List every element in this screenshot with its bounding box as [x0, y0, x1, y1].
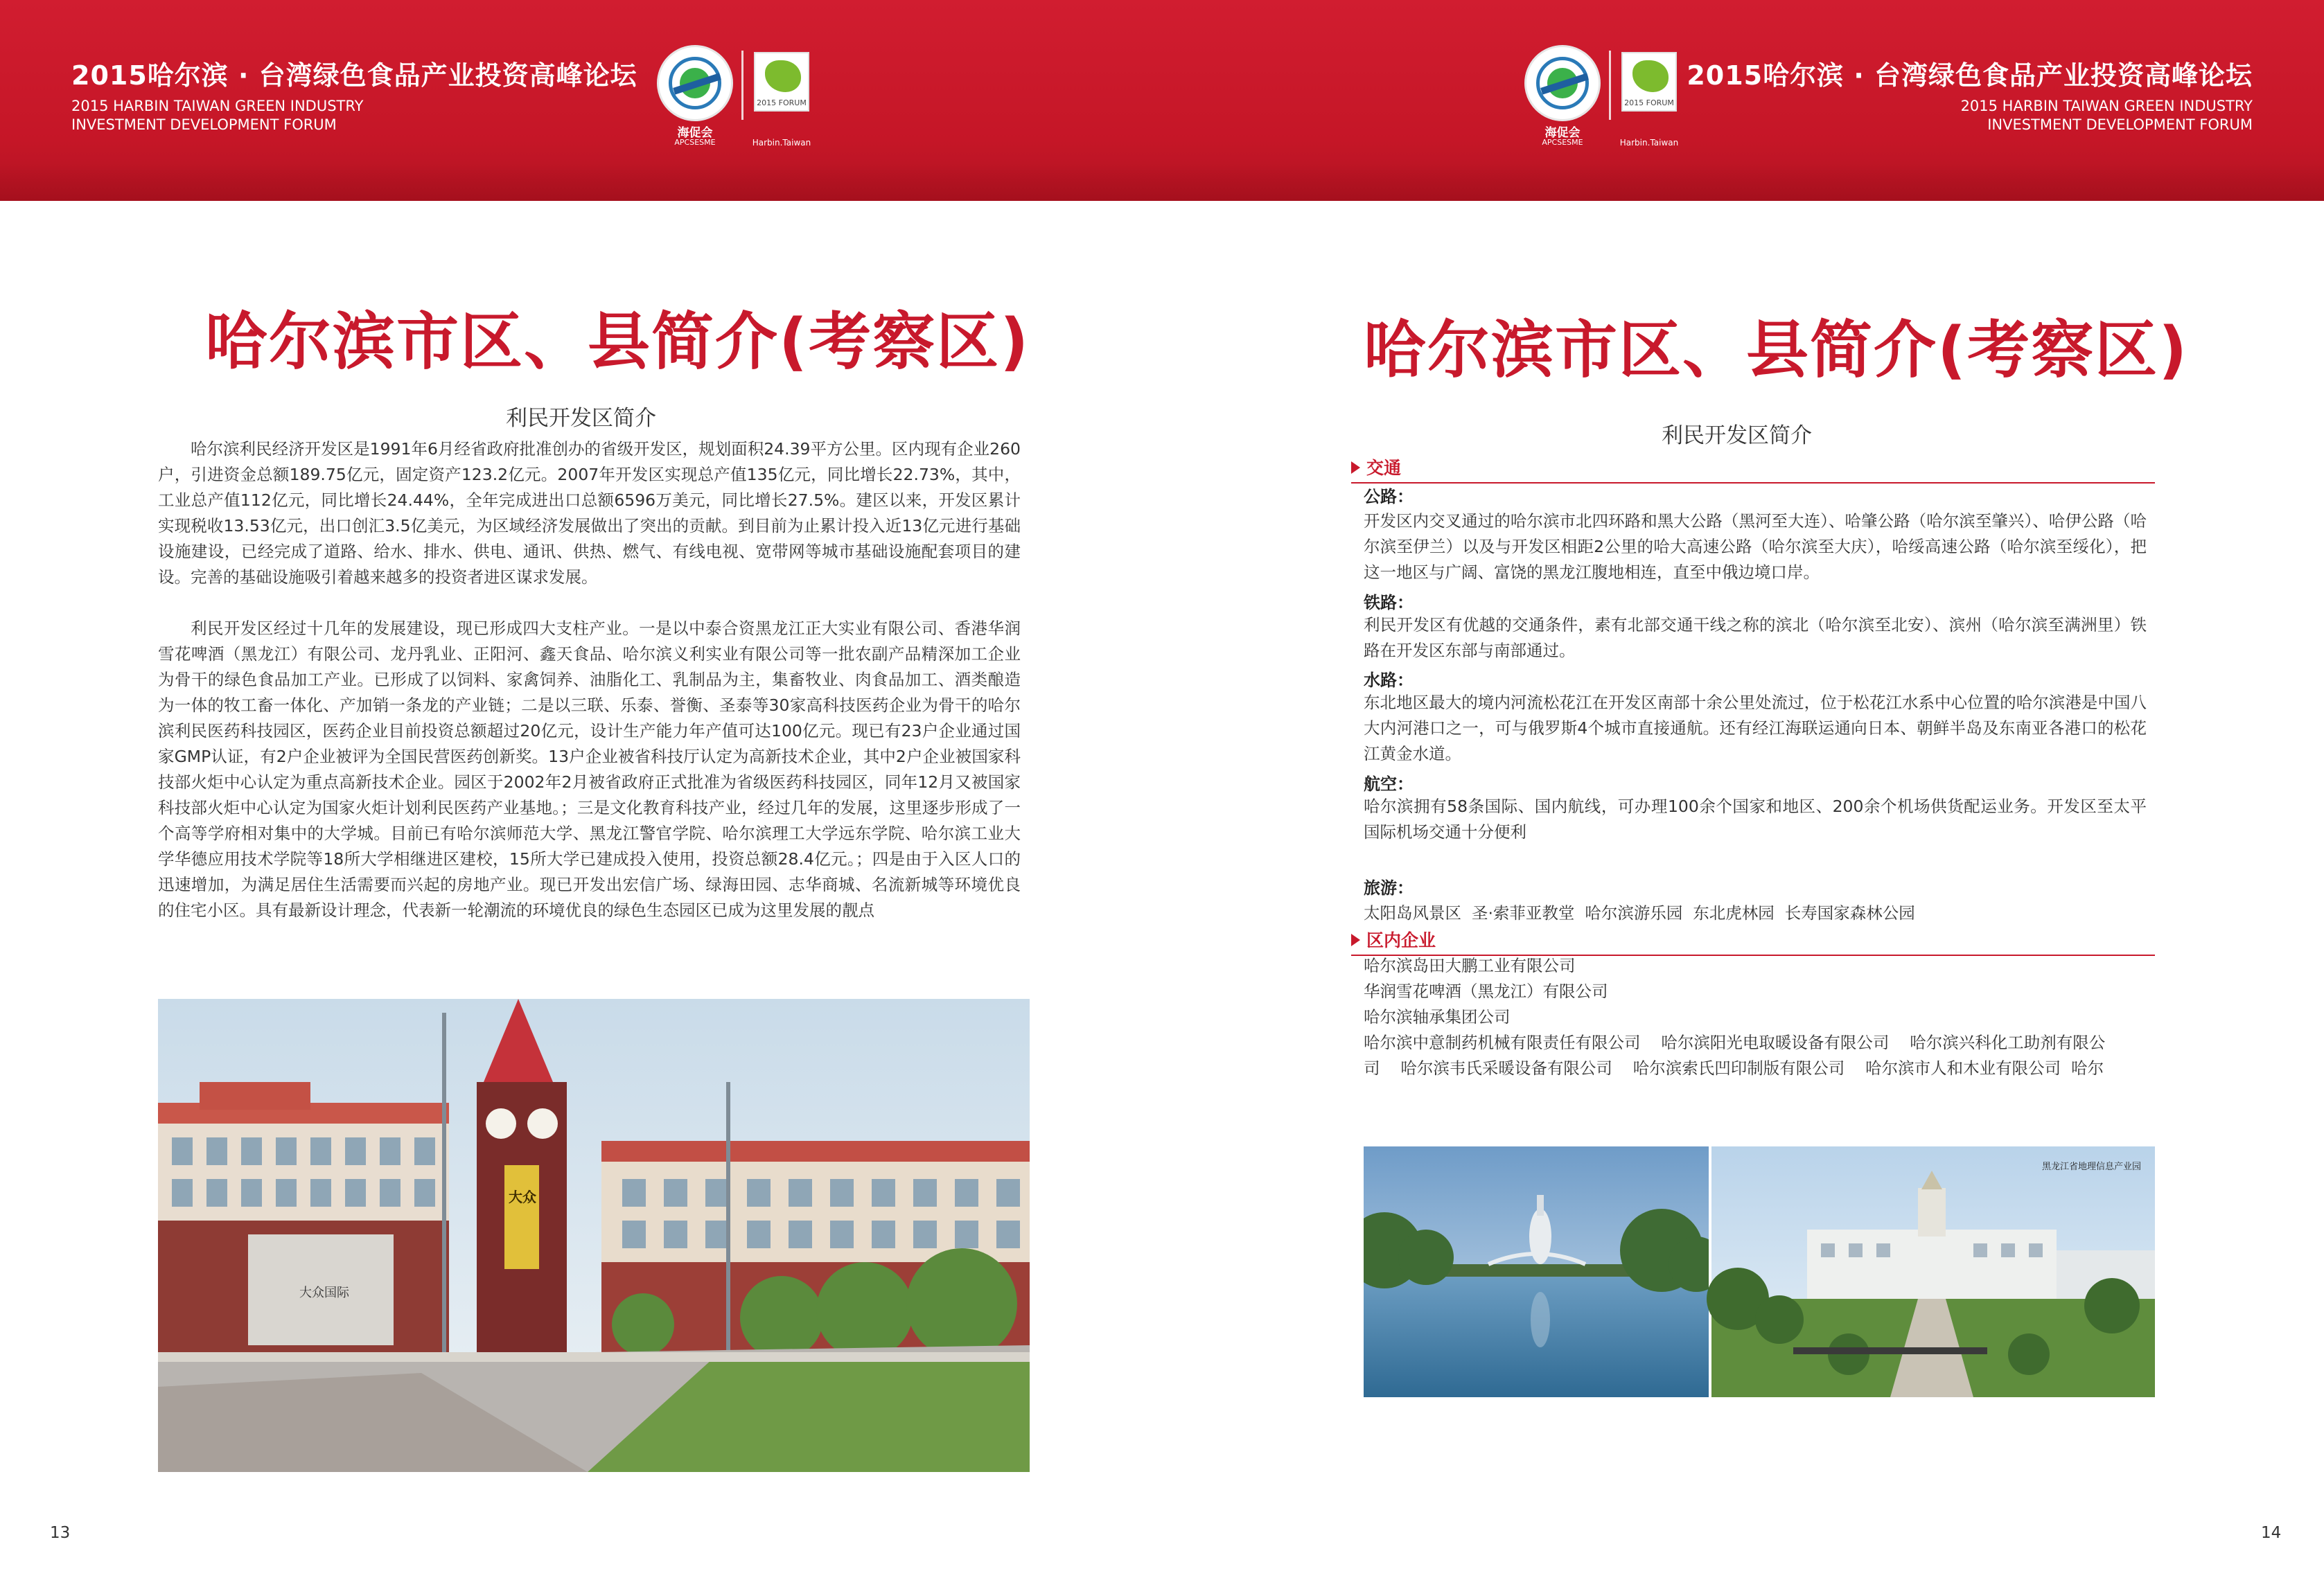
- water-text: 东北地区最大的境内河流松花江在开发区南部十余公里处流过，位于松花江水系中心位置的哈尔滨港是中国八大内河港口之一，可与俄罗斯4个城市直接通航。还有经江海联运通向日本、朝鲜半岛及东南亚各港口的松花江黄金水道。: [1364, 693, 2147, 763]
- air-label: 航空：: [1364, 774, 1414, 794]
- triangle-bullet-icon: [1351, 934, 1360, 946]
- right-section-subtitle: 利民开发区简介: [1662, 423, 1812, 448]
- apcsesme-logo-icon: [657, 45, 733, 121]
- forum-map-logo-icon: [754, 52, 809, 112]
- air-text: 哈尔滨拥有58条国际、国内航线，可办理100余个国家和地区、200余个机场供货配运业务。开发区至太平国际机场交通十分便利: [1364, 797, 2147, 842]
- forum-place-label: Harbin.Taiwan: [752, 138, 811, 148]
- section-label-enterprise: 区内企业: [1366, 930, 1436, 950]
- org-logo-en-label: APCSESME: [674, 138, 716, 147]
- org-logo-label: 海促会: [677, 126, 713, 140]
- header-title-left: 2015哈尔滨 · 台湾绿色食品产业投资高峰论坛: [71, 60, 637, 91]
- right-page-number: 14: [2261, 1524, 2282, 1542]
- left-paragraph-2: 利民开发区经过十几年的发展建设，现已形成四大支柱产业。一是以中泰合资黑龙江正大实业有限公司、香港华润雪花啤酒（黑龙江）有限公司、龙丹乳业、正阳河、鑫天食品、哈尔滨义利实业有限公司等一批农副产品精深加工企业为骨干的绿色食品加工产业。已形成了以饲料、家禽饲养、油脂化工、乳制品为主，集畜牧业、肉食品加工、酒类酿造为一体的牧工畜一体化、产加销一条龙的产业链；二是以三联、乐泰、誉衡、圣泰等30家高科技医药企业为骨干的哈尔滨利民医药科技园区，医药企业目前投资总额超过20亿元，设计生产能力年产值可达100亿元。现已有23户企业通过国家GMP认证，有2户企业被评为全国民营医药创新奖。13户企业被省科技厅认定为高新技术企业，其中2户企业被国家科技部火炬中心认定为重点高新技术企业。园区于2002年2月被省政府正式批准为省级医药科技园区，同年12月又被国家科技部火炬中心认定为国家火炬计划利民医药产业基地。；三是文化教育科技产业，经过几年的发展，这里逐步形成了一个高等学府相对集中的大学城。目前已有哈尔滨师范大学、黑龙江警官学院、哈尔滨理工大学远东学院、哈尔滨工业大学华德应用技术学院等18所大学相继进区建校，15所大学已建成投入使用，投资总额28.4亿元。；四是由于入区人口的迅速增加，为满足居住生活需要而兴起的房地产业。现已开发出宏信广场、绿海田园、志华商城、名流新城等环境优良的住宅小区。具有最新设计理念，代表新一轮潮流的环境优良的绿色生态园区已成为这里发展的靓点: [158, 619, 1021, 920]
- forum-logo-left: [657, 45, 820, 149]
- org-logo-en-label: APCSESME: [1542, 138, 1583, 147]
- water-label: 水路：: [1364, 671, 1414, 690]
- tour-text: 太阳岛风景区 圣·索菲亚教堂 哈尔滨游乐园 东北虎林园 长寿国家森林公园: [1364, 903, 1915, 923]
- left-intro-text: [158, 436, 1021, 923]
- left-paragraph-1: 哈尔滨利民经济开发区是1991年6月经省政府批准创办的省级开发区，规划面积24.39平方公里。区内现有企业260户，引进资金总额189.75亿元，固定资产123.2亿元。2007年开发区实现总产值135亿元，同比增长22.73%，其中，工业总产值112亿元，同比增长24.44%，全年完成进出口总额6596万美元，同比增长27.5%。建区以来，开发区累计实现税收13.53亿元，出口创汇3.5亿美元，为区域经济发展做出了突出的贡献。到目前为止累计投入近13亿元进行基础设施建设，已经完成了道路、给水、排水、供电、通讯、供热、燃气、有线电视、宽带网等城市基础设施配套项目的建设。完善的基础设施吸引着越来越多的投资者进区谋求发展。: [158, 439, 1021, 587]
- enterprise-list-line-1: 哈尔滨中意制药机械有限责任有限公司 哈尔滨阳光电取暖设备有限公司 哈尔滨兴科化工助剂有限公: [1364, 1033, 2106, 1052]
- photo-caption: 黑龙江省地理信息产业园: [2041, 1162, 2141, 1172]
- forum-place-label: Harbin.Taiwan: [1619, 138, 1679, 148]
- photo-sign-dazhong-intl: 大众国际: [299, 1286, 349, 1300]
- header-shade: [0, 163, 2324, 201]
- section-label-transport: 交通: [1366, 458, 1402, 478]
- left-page-title: 哈尔滨市区、县简介(考察区): [205, 305, 1030, 378]
- left-page-number: 13: [50, 1524, 71, 1542]
- enterprise-item-3: 哈尔滨轴承集团公司: [1364, 1007, 1511, 1027]
- header-subtitle-left-line1: 2015 HARBIN TAIWAN GREEN INDUSTRY: [71, 98, 364, 114]
- photo-sign-dazhong: 大众: [509, 1189, 536, 1205]
- street-scene-image: [158, 999, 1030, 1472]
- header-subtitle-left-line2: INVESTMENT DEVELOPMENT FORUM: [71, 116, 337, 133]
- enterprise-item-2: 华润雪花啤酒（黑龙江）有限公司: [1364, 982, 1608, 1001]
- right-page-title: 哈尔滨市区、县简介(考察区): [1364, 314, 2189, 387]
- left-photo-development-zone: [158, 999, 1030, 1472]
- rail-text: 利民开发区有优越的交通条件，素有北部交通干线之称的滨北（哈尔滨至北安）、滨州（哈尔滨至满洲里）铁路在开发区东部与南部通过。: [1364, 615, 2147, 660]
- right-photo-strip: [1364, 1146, 2155, 1397]
- header-subtitle-right-line2: INVESTMENT DEVELOPMENT FORUM: [1987, 116, 2253, 133]
- enterprise-list-line-2: 司 哈尔滨韦氏采暖设备有限公司 哈尔滨索氏凹印制版有限公司 哈尔滨市人和木业有限公司 哈尔: [1364, 1058, 2104, 1078]
- forum-logo-right: [1524, 45, 1687, 149]
- tour-label: 旅游：: [1364, 878, 1414, 898]
- road-text: 开发区内交叉通过的哈尔滨市北四环路和黑大公路（黑河至大连）、哈肇公路（哈尔滨至肇兴）、哈伊公路（哈尔滨至伊兰）以及与开发区相距2公里的哈大高速公路（哈尔滨至大庆），哈绥高速公路（哈尔滨至绥化），把这一地区与广阔、富饶的黑龙江腹地相连，直至中俄边境口岸。: [1364, 511, 2147, 582]
- header-band: [0, 0, 2324, 201]
- forum-logo-caption: 2015 FORUM: [757, 98, 807, 107]
- header-subtitle-right-line1: 2015 HARBIN TAIWAN GREEN INDUSTRY: [1960, 98, 2253, 114]
- road-label: 公路：: [1364, 487, 1414, 506]
- rail-label: 铁路：: [1364, 593, 1414, 612]
- enterprise-item-1: 哈尔滨岛田大鹏工业有限公司: [1364, 956, 1576, 975]
- forum-logo-caption: 2015 FORUM: [1624, 98, 1674, 107]
- apcsesme-logo-icon: [1524, 45, 1601, 121]
- lake-and-park-image: [1364, 1146, 2155, 1397]
- org-logo-label: 海促会: [1544, 126, 1581, 140]
- forum-map-logo-icon: [1621, 52, 1677, 112]
- section-header-transport: [1351, 454, 2155, 484]
- header-title-right: 2015哈尔滨 · 台湾绿色食品产业投资高峰论坛: [1687, 60, 2253, 91]
- left-section-subtitle: 利民开发区简介: [506, 406, 656, 431]
- triangle-bullet-icon: [1351, 461, 1360, 474]
- section-header-enterprise: [1351, 927, 2155, 956]
